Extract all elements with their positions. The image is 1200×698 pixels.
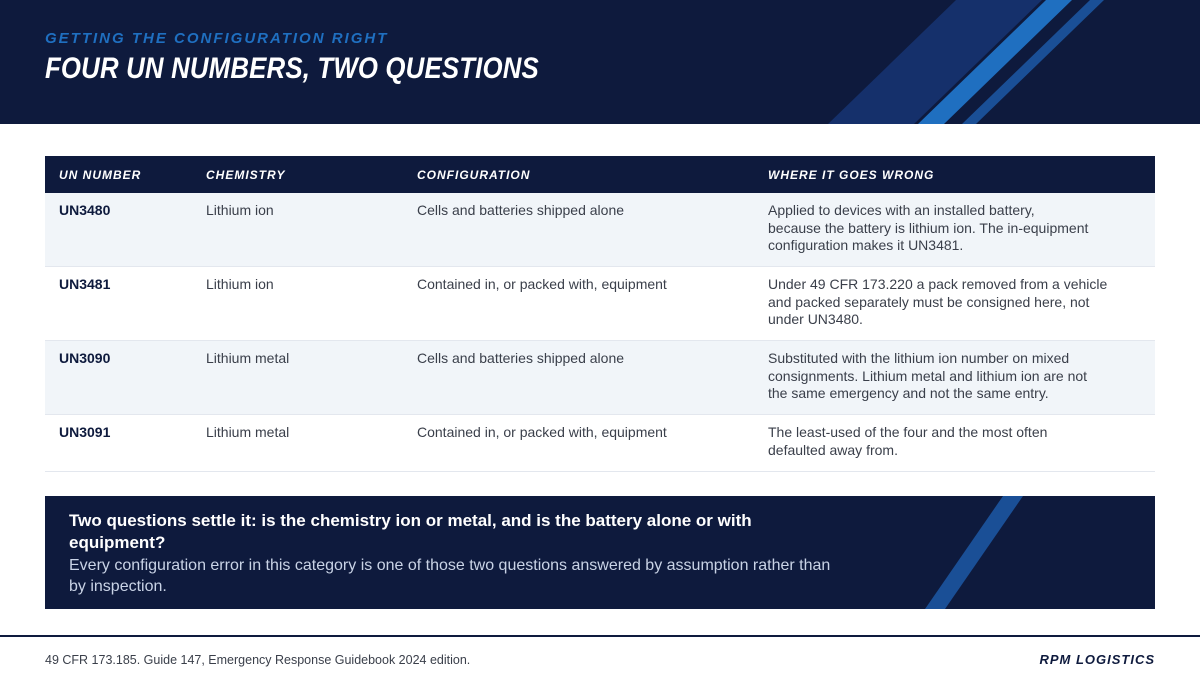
un-number-cell: UN3091: [59, 424, 111, 440]
where-it-goes-wrong-cell: [768, 424, 1118, 459]
text-line: configuration makes it UN3481.: [768, 237, 964, 253]
text-line: and packed separately must be consigned here, not: [768, 293, 1090, 310]
where-it-goes-wrong-cell: [768, 276, 1118, 329]
key-takeaway-callout: [45, 496, 1155, 609]
text-line: consignments. Lithium metal and lithium ion are not: [768, 367, 1088, 384]
where-it-goes-wrong-cell: [768, 350, 1118, 403]
chemistry-cell: Lithium metal: [206, 424, 290, 440]
text-line: Substituted with the lithium ion number on mixed: [768, 350, 1070, 366]
column-header-un-number: UN NUMBER: [59, 168, 142, 182]
slide-title: FOUR UN NUMBERS, TWO QUESTIONS: [45, 52, 539, 85]
configuration-cell: Cells and batteries shipped alone: [417, 202, 625, 218]
un-number-cell: UN3090: [59, 350, 111, 366]
chemistry-cell: Lithium metal: [206, 350, 290, 366]
chemistry-cell: Lithium ion: [206, 276, 274, 292]
text-line: because the battery is lithium ion. The in-equipment: [768, 219, 1089, 236]
text-line: defaulted away from.: [768, 441, 898, 458]
table-row: [45, 267, 1155, 341]
brand-logo-text: RPM LOGISTICS: [1039, 652, 1155, 667]
callout-body: Every configuration error in this category is one of those two questions answered by assumption rather than by inspection.: [69, 557, 831, 595]
table-row: [45, 341, 1155, 415]
configuration-cell: Contained in, or packed with, equipment: [417, 424, 667, 440]
configuration-cell: Contained in, or packed with, equipment: [417, 276, 667, 292]
un-number-cell: UN3481: [59, 276, 111, 292]
column-header-chemistry: CHEMISTRY: [206, 168, 286, 182]
table-row: [45, 193, 1155, 267]
text-line: Under 49 CFR 173.220 a pack removed from a vehicle: [768, 276, 1108, 292]
column-header-configuration: CONFIGURATION: [417, 168, 531, 182]
table-row: [45, 415, 1155, 472]
chemistry-cell: Lithium ion: [206, 202, 274, 218]
un-number-cell: UN3480: [59, 202, 111, 218]
table-header-row: [45, 156, 1155, 193]
text-line: The least-used of the four and the most often: [768, 424, 1048, 440]
un-numbers-table: [45, 156, 1155, 472]
text-line: under UN3480.: [768, 311, 863, 327]
column-header-where-it-goes-wrong: WHERE IT GOES WRONG: [768, 168, 935, 182]
source-citation: 49 CFR 173.185. Guide 147, Emergency Response Guidebook 2024 edition.: [45, 653, 471, 667]
slide-header: [0, 0, 1200, 124]
configuration-cell: Cells and batteries shipped alone: [417, 350, 625, 366]
footer-divider: [0, 635, 1200, 637]
text-line: Applied to devices with an installed battery,: [768, 202, 1035, 218]
where-it-goes-wrong-cell: [768, 202, 1118, 255]
eyebrow-label: GETTING THE CONFIGURATION RIGHT: [45, 30, 389, 47]
callout-headline: Two questions settle it: is the chemistry ion or metal, and is the battery alone or with equipment?: [69, 511, 752, 552]
text-line: the same emergency and not the same entry.: [768, 385, 1049, 401]
